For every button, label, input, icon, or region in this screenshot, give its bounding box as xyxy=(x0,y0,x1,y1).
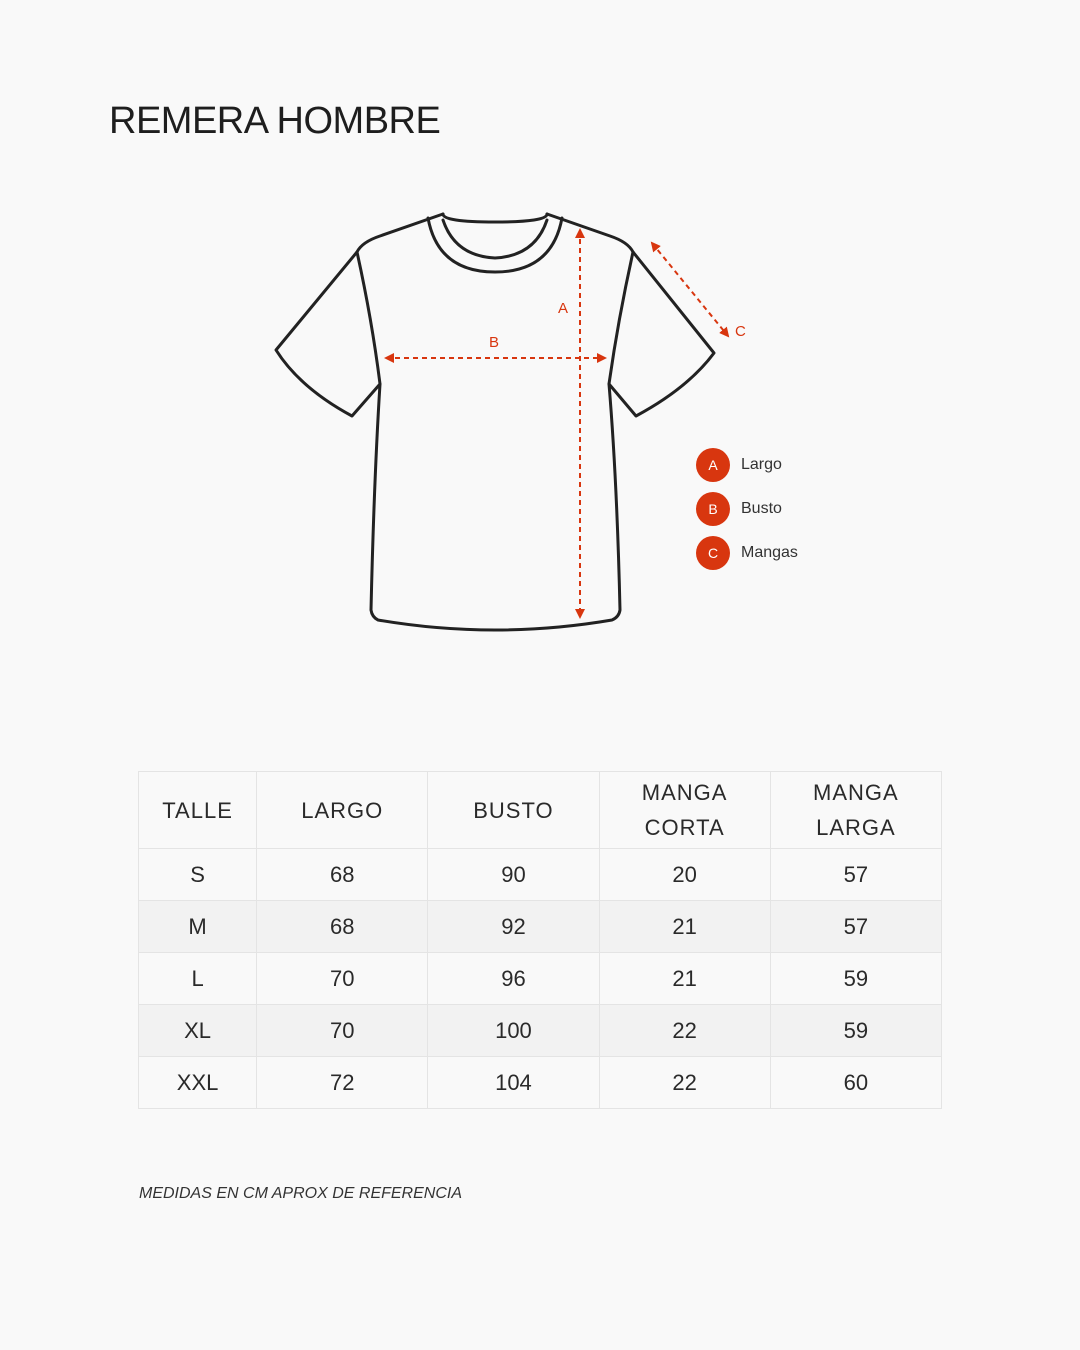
cell-talle: M xyxy=(139,901,257,953)
cell-manga-corta: 22 xyxy=(599,1005,770,1057)
cell-largo: 70 xyxy=(257,953,428,1005)
header-talle: TALLE xyxy=(139,772,257,849)
cell-manga-larga: 57 xyxy=(770,849,941,901)
legend-item-largo xyxy=(696,443,798,487)
page-title: REMERA HOMBRE xyxy=(109,100,441,142)
footnote: MEDIDAS EN CM APROX DE REFERENCIA xyxy=(139,1185,463,1202)
label-b: B xyxy=(489,334,500,351)
cell-manga-corta: 22 xyxy=(599,1057,770,1109)
table-row xyxy=(139,1057,942,1109)
cell-manga-corta: 21 xyxy=(599,953,770,1005)
header-manga-corta: MANGA CORTA xyxy=(599,772,770,849)
cell-manga-larga: 59 xyxy=(770,953,941,1005)
header-busto: BUSTO xyxy=(428,772,599,849)
measure-lines xyxy=(386,230,728,617)
table-row xyxy=(139,849,942,901)
table-row xyxy=(139,953,942,1005)
cell-talle: L xyxy=(139,953,257,1005)
cell-busto: 92 xyxy=(428,901,599,953)
cell-largo: 72 xyxy=(257,1057,428,1109)
cell-manga-larga: 59 xyxy=(770,1005,941,1057)
header-manga-larga: MANGA LARGA xyxy=(770,772,941,849)
table-header-row xyxy=(139,772,942,849)
label-a: A xyxy=(558,300,569,317)
legend-label-largo: Largo xyxy=(741,456,782,473)
table-row xyxy=(139,901,942,953)
cell-talle: XL xyxy=(139,1005,257,1057)
cell-busto: 96 xyxy=(428,953,599,1005)
tshirt-outline xyxy=(276,214,714,630)
cell-largo: 68 xyxy=(257,849,428,901)
cell-manga-larga: 60 xyxy=(770,1057,941,1109)
cell-manga-larga: 57 xyxy=(770,901,941,953)
cell-busto: 90 xyxy=(428,849,599,901)
legend-badge-c: C xyxy=(696,536,730,570)
cell-talle: S xyxy=(139,849,257,901)
legend-item-busto xyxy=(696,487,798,531)
cell-largo: 70 xyxy=(257,1005,428,1057)
header-largo: LARGO xyxy=(257,772,428,849)
measurement-legend xyxy=(696,443,798,575)
cell-largo: 68 xyxy=(257,901,428,953)
table-row xyxy=(139,1005,942,1057)
cell-talle: XXL xyxy=(139,1057,257,1109)
cell-busto: 100 xyxy=(428,1005,599,1057)
cell-busto: 104 xyxy=(428,1057,599,1109)
legend-badge-a: A xyxy=(696,448,730,482)
size-table xyxy=(138,771,942,1109)
legend-badge-b: B xyxy=(696,492,730,526)
legend-label-busto: Busto xyxy=(741,500,782,517)
label-c: C xyxy=(735,323,746,340)
cell-manga-corta: 21 xyxy=(599,901,770,953)
legend-label-mangas: Mangas xyxy=(741,544,798,561)
cell-manga-corta: 20 xyxy=(599,849,770,901)
legend-item-mangas xyxy=(696,531,798,575)
